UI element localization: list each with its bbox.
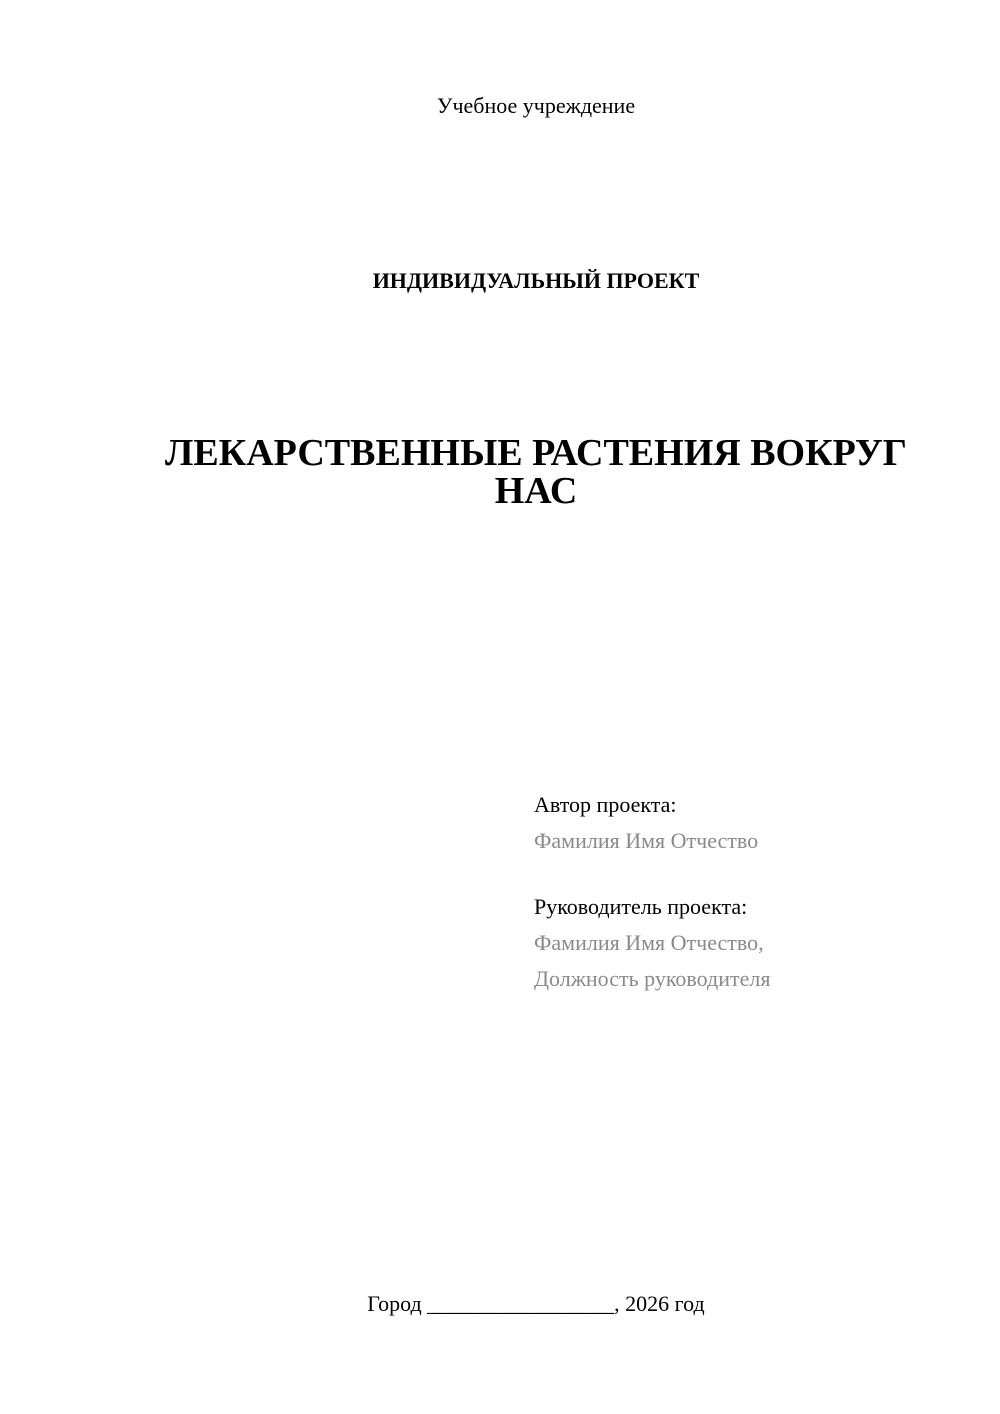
institution-name: Учебное учреждение — [436, 93, 636, 118]
credits-block — [534, 787, 974, 997]
project-type-heading: ИНДИВИДУАЛЬНЫЙ ПРОЕКТ — [372, 268, 700, 293]
author-name: Фамилия Имя Отчество — [534, 828, 759, 853]
project-title-line-2: НАС — [494, 470, 578, 512]
supervisor-name: Фамилия Имя Отчество, — [534, 930, 764, 955]
project-title — [150, 434, 922, 510]
supervisor-label: Руководитель проекта: — [534, 894, 748, 919]
credits-spacer — [534, 859, 974, 889]
city-year-footer: Город _________________, 2026 год — [367, 1291, 705, 1316]
author-label: Автор проекта: — [534, 792, 677, 817]
supervisor-position: Должность руководителя — [534, 966, 771, 991]
project-title-line-1: ЛЕКАРСТВЕННЫЕ РАСТЕНИЯ ВОКРУГ — [165, 432, 907, 474]
